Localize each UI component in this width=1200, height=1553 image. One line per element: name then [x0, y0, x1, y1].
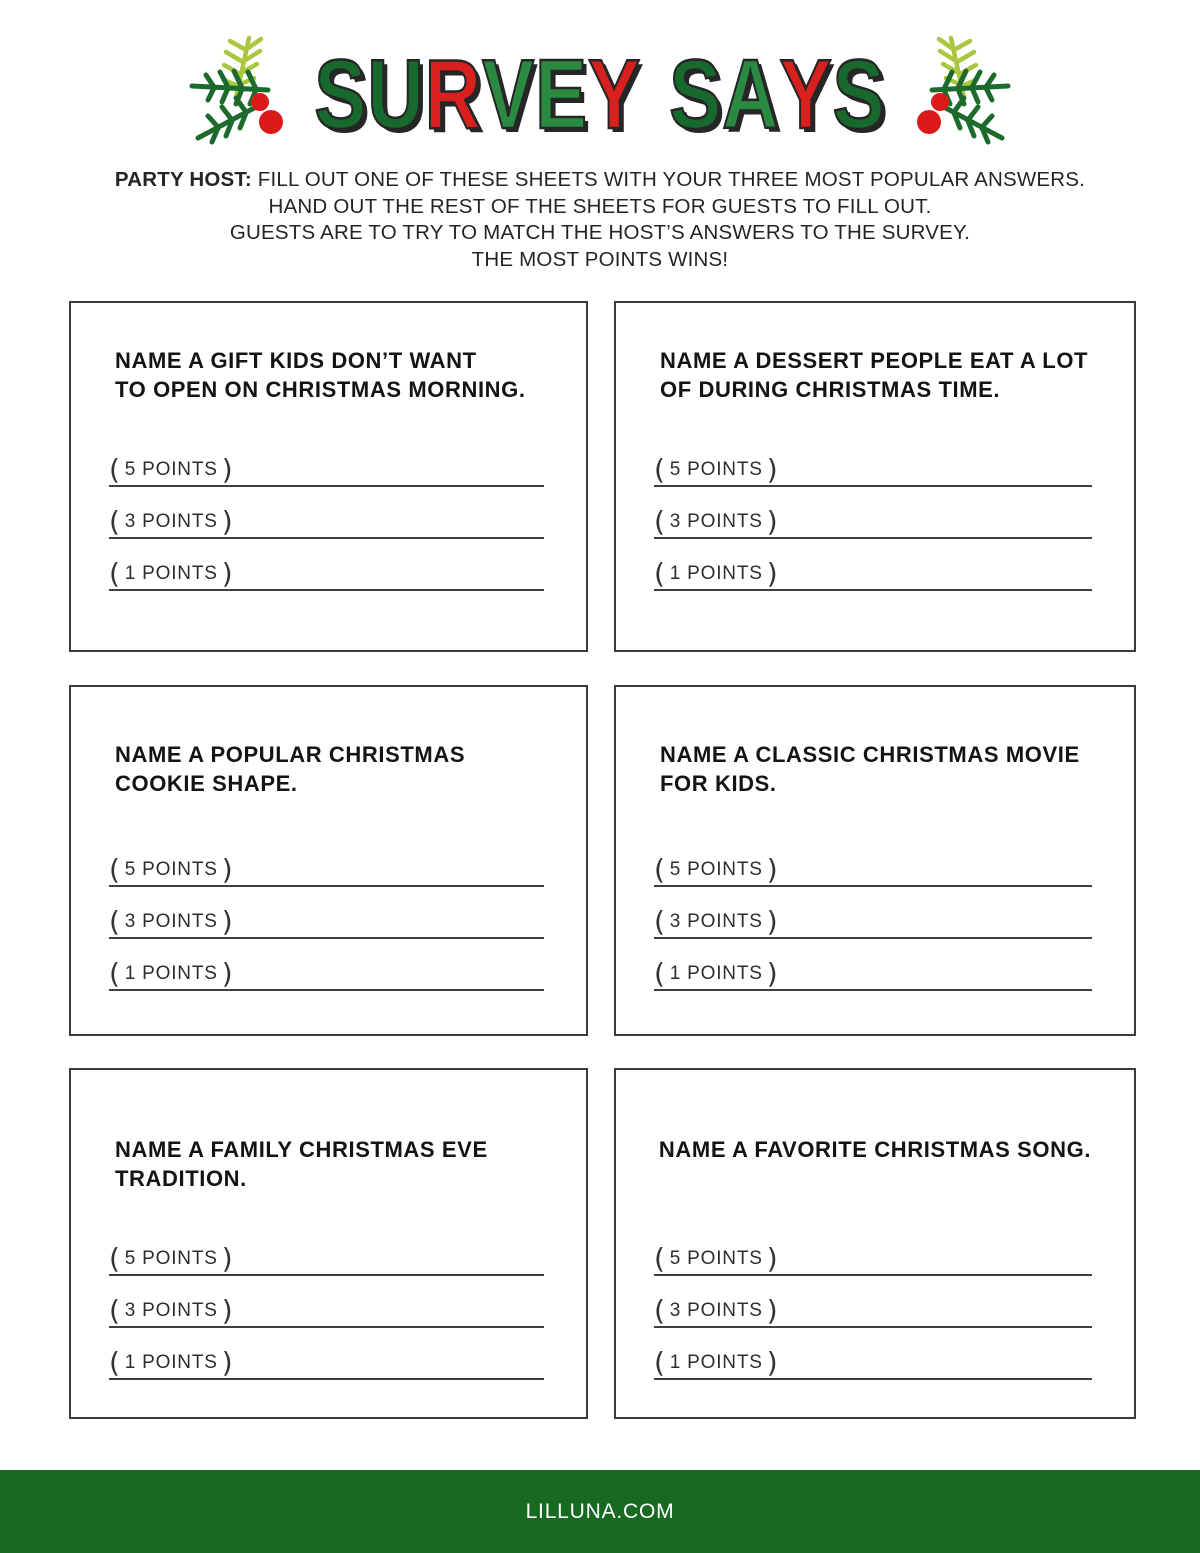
card-question [616, 347, 1134, 404]
points-text: 5 POINTS [124, 459, 218, 480]
answer-line-1-points[interactable] [654, 539, 1092, 591]
points-text: 1 POINTS [124, 1352, 218, 1373]
answer-line-5-points[interactable] [654, 1224, 1092, 1276]
paren-close: ) [221, 905, 234, 939]
answer-line-3-points[interactable] [109, 887, 544, 939]
points-text: 3 POINTS [669, 911, 763, 932]
points-label [109, 905, 234, 939]
title-letter: S [314, 38, 368, 150]
points-text: 1 POINTS [669, 563, 763, 584]
paren-open: ( [654, 1242, 666, 1276]
title-word-survey [314, 38, 642, 150]
question-line: NAME A FAVORITE CHRISTMAS SONG. [658, 1137, 1092, 1162]
title-letter: R [424, 38, 483, 150]
points-text: 1 POINTS [669, 963, 763, 984]
points-text: 1 POINTS [124, 563, 218, 584]
paren-close: ) [766, 853, 779, 887]
answers-group [654, 835, 1092, 991]
question-line: NAME A CLASSIC CHRISTMAS MOVIE [660, 742, 1080, 767]
card-question [616, 1136, 1134, 1165]
question-card-gift [69, 301, 588, 652]
title-letter: S [832, 38, 886, 150]
paren-open: ( [109, 905, 121, 939]
points-label [654, 957, 779, 991]
card-question [616, 741, 1134, 798]
paren-open: ( [109, 505, 121, 539]
instructions-line-3: GUESTS ARE TO TRY TO MATCH THE HOST’S ANSWERS TO THE SURVEY. [229, 221, 971, 244]
points-text: 3 POINTS [669, 511, 763, 532]
question-card-tradition [69, 1068, 588, 1419]
paren-close: ) [766, 905, 779, 939]
answer-line-5-points[interactable] [109, 835, 544, 887]
card-question [71, 347, 586, 404]
paren-open: ( [654, 557, 666, 591]
paren-close: ) [766, 505, 779, 539]
answer-line-3-points[interactable] [109, 1276, 544, 1328]
header [0, 34, 1200, 154]
answer-line-3-points[interactable] [654, 887, 1092, 939]
paren-close: ) [221, 1294, 234, 1328]
holly-sprig-right-icon [894, 34, 1014, 154]
points-text: 5 POINTS [669, 459, 763, 480]
answer-line-5-points[interactable] [654, 835, 1092, 887]
question-line: NAME A FAMILY CHRISTMAS EVE [115, 1137, 488, 1162]
paren-open: ( [654, 853, 666, 887]
points-text: 5 POINTS [124, 859, 218, 880]
question-card-dessert [614, 301, 1136, 652]
question-line: NAME A DESSERT PEOPLE EAT A LOT [660, 348, 1089, 373]
points-text: 5 POINTS [669, 859, 763, 880]
points-text: 1 POINTS [124, 963, 218, 984]
points-text: 3 POINTS [124, 1300, 218, 1321]
question-card-cookie [69, 685, 588, 1036]
points-label [654, 505, 779, 539]
title-letter: A [722, 38, 780, 150]
paren-close: ) [766, 557, 779, 591]
paren-open: ( [109, 957, 121, 991]
question-card-movie [614, 685, 1136, 1036]
points-label [654, 905, 779, 939]
berry-icon [917, 110, 941, 134]
answer-line-1-points[interactable] [109, 1328, 544, 1380]
question-line: NAME A POPULAR CHRISTMAS [115, 742, 466, 767]
answer-line-3-points[interactable] [109, 487, 544, 539]
paren-open: ( [654, 957, 666, 991]
points-text: 3 POINTS [124, 511, 218, 532]
paren-close: ) [221, 505, 234, 539]
answers-group [654, 1224, 1092, 1380]
paren-open: ( [109, 1294, 121, 1328]
answer-line-1-points[interactable] [109, 939, 544, 991]
paren-open: ( [109, 453, 121, 487]
paren-close: ) [766, 1242, 779, 1276]
instructions-line-4: THE MOST POINTS WINS! [471, 247, 729, 271]
answers-group [109, 835, 544, 991]
answer-line-1-points[interactable] [654, 939, 1092, 991]
answers-group [109, 1224, 544, 1380]
berry-icon [931, 93, 949, 111]
paren-close: ) [221, 1346, 234, 1380]
title-letter: U [367, 38, 425, 150]
paren-close: ) [221, 1242, 234, 1276]
answers-group [109, 435, 544, 591]
card-question [71, 741, 586, 798]
points-label [109, 957, 234, 991]
paren-open: ( [654, 453, 666, 487]
paren-close: ) [221, 557, 234, 591]
points-text: 1 POINTS [669, 1352, 763, 1373]
points-label [109, 453, 234, 487]
paren-open: ( [654, 1346, 666, 1380]
instructions-line-1-text: FILL OUT ONE OF THESE SHEETS WITH YOUR THREE MOST POPULAR ANSWERS. [257, 168, 1086, 191]
points-label [109, 1294, 234, 1328]
paren-open: ( [109, 853, 121, 887]
instructions [0, 167, 1200, 273]
paren-open: ( [109, 557, 121, 591]
points-label [654, 453, 779, 487]
points-label [109, 853, 234, 887]
paren-close: ) [221, 453, 234, 487]
question-card-song [614, 1068, 1136, 1419]
question-line: COOKIE SHAPE. [115, 770, 298, 796]
answers-group [654, 435, 1092, 591]
paren-close: ) [766, 453, 779, 487]
points-label [109, 1242, 234, 1276]
footer-bar [0, 1470, 1200, 1553]
title-letter: Y [779, 38, 833, 150]
points-label [654, 853, 779, 887]
answer-line-5-points[interactable] [109, 435, 544, 487]
answer-line-3-points[interactable] [654, 1276, 1092, 1328]
paren-open: ( [109, 1346, 121, 1380]
answer-line-5-points[interactable] [654, 435, 1092, 487]
page-title [310, 38, 889, 150]
title-letter: V [482, 38, 536, 150]
points-label [654, 1294, 779, 1328]
answer-line-5-points[interactable] [109, 1224, 544, 1276]
title-letter: S [669, 38, 723, 150]
paren-close: ) [221, 853, 234, 887]
points-label [654, 1346, 779, 1380]
question-line: OF DURING CHRISTMAS TIME. [660, 376, 1001, 402]
paren-open: ( [654, 1294, 666, 1328]
points-label [654, 557, 779, 591]
berry-icon [259, 110, 283, 134]
title-letter: Y [588, 38, 642, 150]
paren-open: ( [654, 505, 666, 539]
title-word-says [669, 38, 886, 150]
points-label [109, 505, 234, 539]
paren-close: ) [766, 957, 779, 991]
berry-icon [251, 93, 269, 111]
points-label [109, 1346, 234, 1380]
points-label [109, 557, 234, 591]
card-question [71, 1136, 586, 1193]
points-text: 5 POINTS [124, 1248, 218, 1269]
answer-line-1-points[interactable] [654, 1328, 1092, 1380]
paren-close: ) [766, 1346, 779, 1380]
points-text: 3 POINTS [669, 1300, 763, 1321]
party-host-label: PARTY HOST: [114, 168, 252, 191]
question-line: TO OPEN ON CHRISTMAS MORNING. [115, 376, 526, 402]
instructions-line-1 [0, 167, 1200, 194]
site-name: LILLUNA.COM [525, 1499, 675, 1523]
title-letter: E [535, 38, 589, 150]
points-label [654, 1242, 779, 1276]
paren-close: ) [766, 1294, 779, 1328]
question-line: NAME A GIFT KIDS DON’T WANT [115, 348, 477, 373]
points-text: 5 POINTS [669, 1248, 763, 1269]
paren-open: ( [654, 905, 666, 939]
paren-close: ) [221, 957, 234, 991]
answer-line-3-points[interactable] [654, 487, 1092, 539]
paren-open: ( [109, 1242, 121, 1276]
question-line: TRADITION. [115, 1165, 247, 1191]
instructions-line-2: HAND OUT THE REST OF THE SHEETS FOR GUESTS TO FILL OUT. [268, 194, 932, 218]
holly-sprig-left-icon [186, 34, 306, 154]
question-line: FOR KIDS. [660, 770, 777, 796]
answer-line-1-points[interactable] [109, 539, 544, 591]
points-text: 3 POINTS [124, 911, 218, 932]
